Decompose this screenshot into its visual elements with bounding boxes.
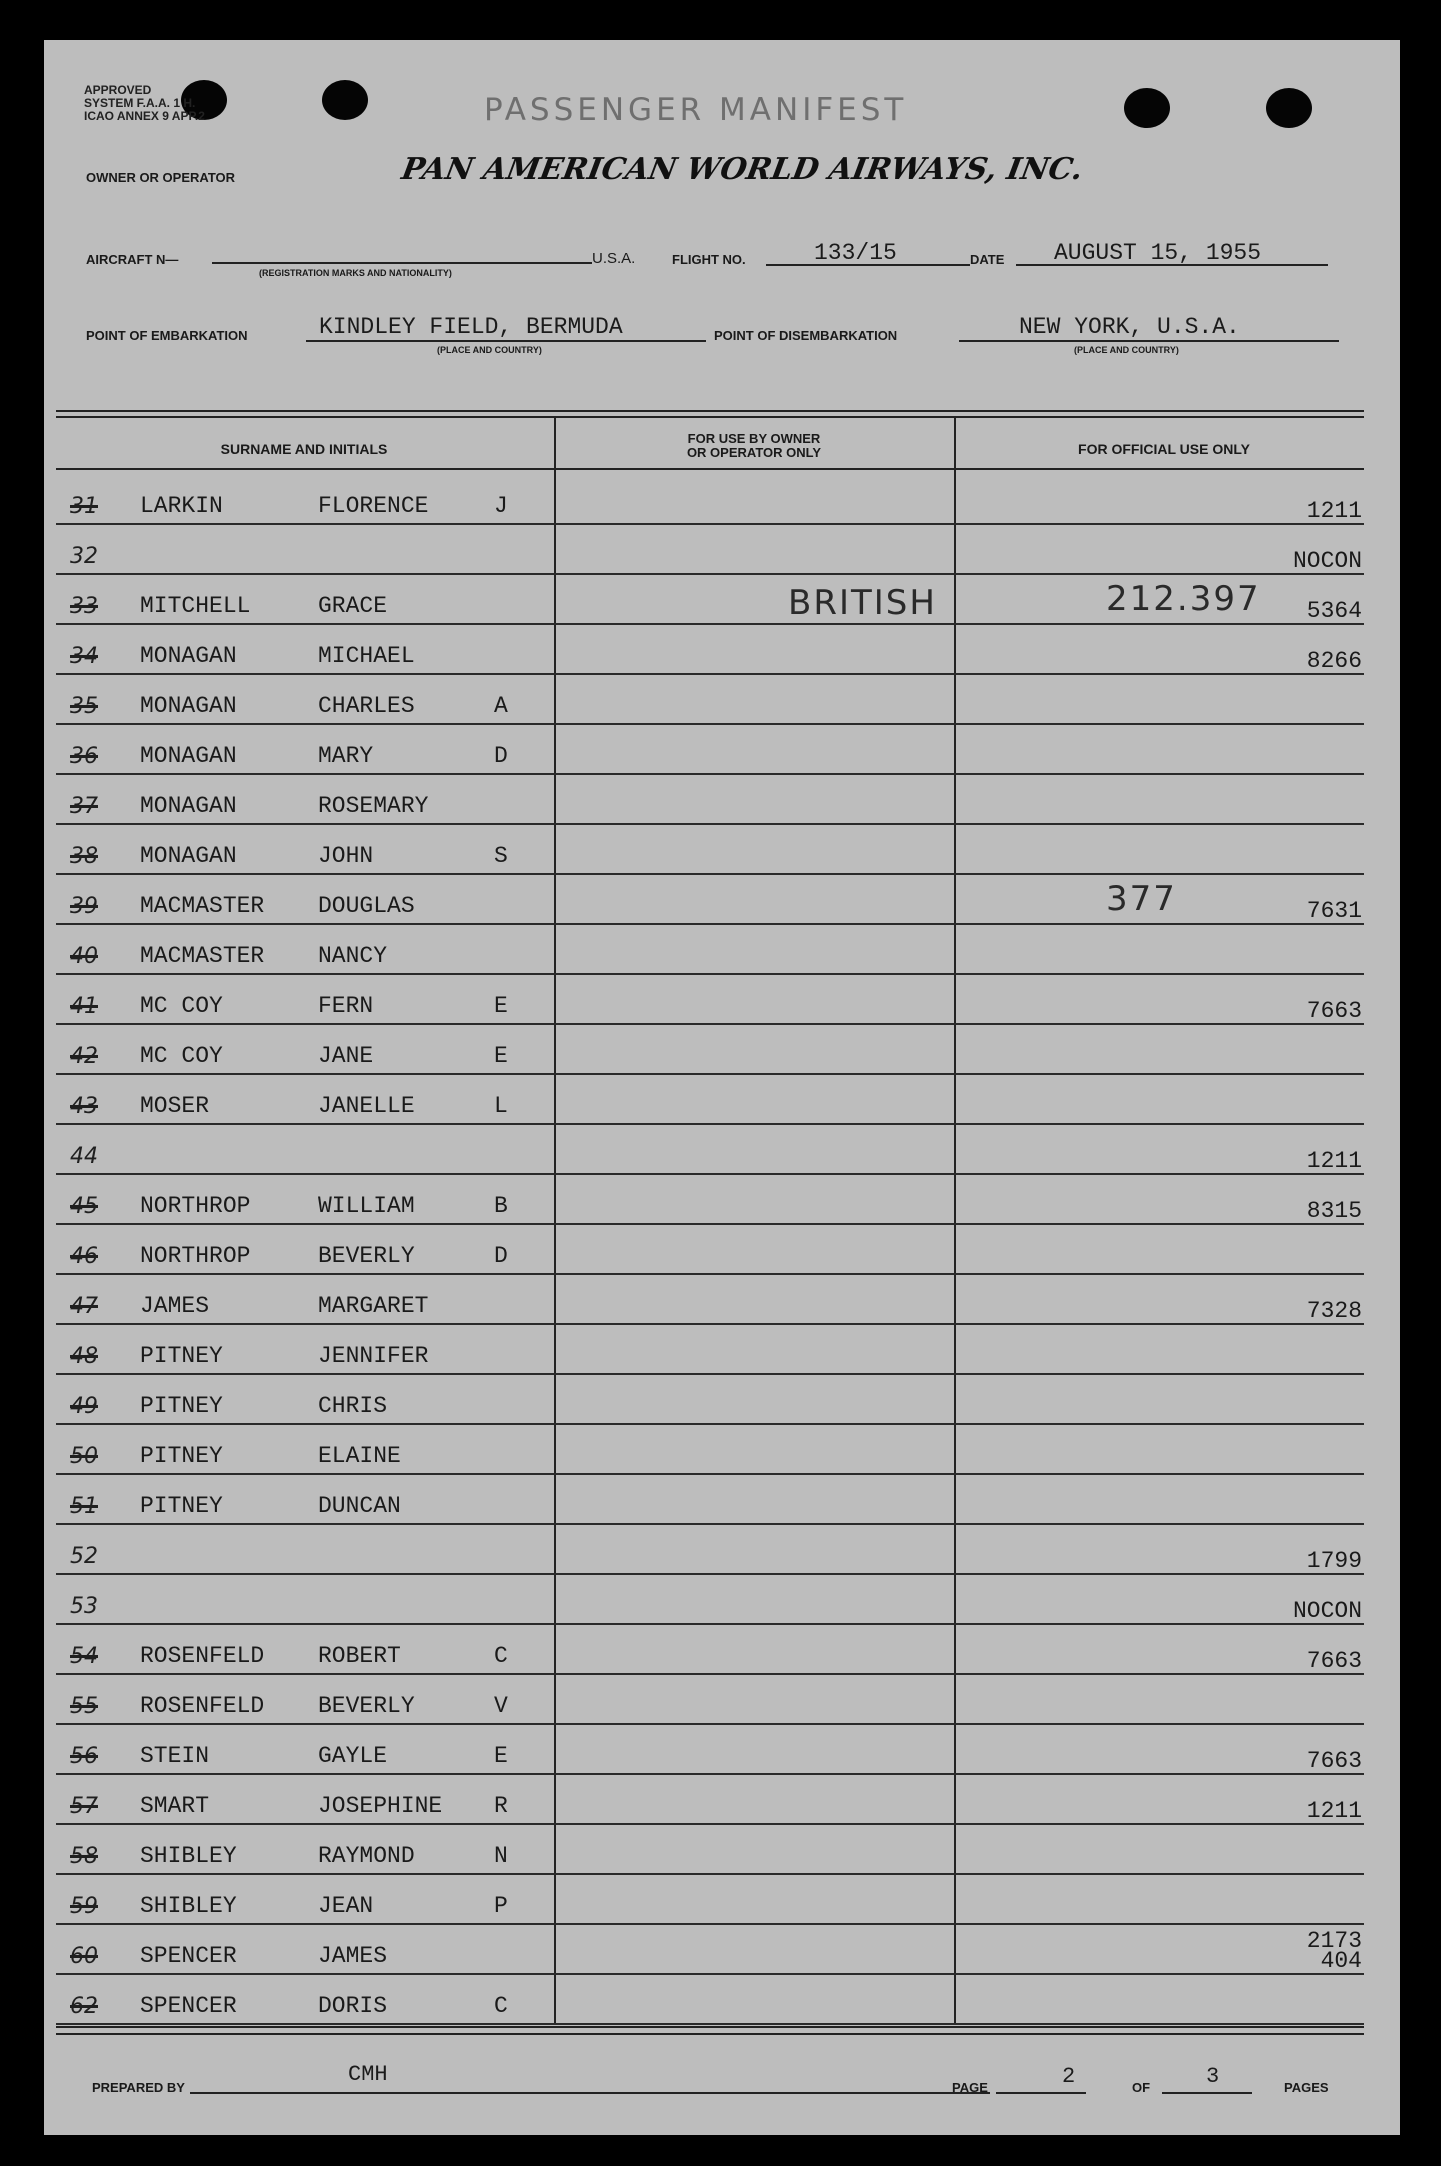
surname-cell: PITNEY [140,1493,223,1519]
table-row [56,1825,1364,1875]
row-number: 38 [70,844,98,869]
disembarkation-line [959,340,1339,342]
page-label: PAGE [952,2080,988,2095]
registration-note: (REGISTRATION MARKS AND NATIONALITY) [259,268,452,278]
given-name-cell: DORIS [318,1993,388,2019]
surname-cell: STEIN [140,1743,210,1769]
surname-cell: SPENCER [140,1993,237,2019]
surname-column-header: SURNAME AND INITIALS [220,441,388,457]
given-name-cell: JENNIFER [318,1343,429,1369]
initial-cell: E [494,993,508,1019]
punch-hole [322,80,368,120]
row-number: 54 [70,1644,98,1669]
table-row [56,1375,1364,1425]
table-row [56,625,1364,675]
row-number: 57 [70,1794,98,1819]
table-top-rule [56,416,1364,418]
table-row [56,1875,1364,1925]
owner-label: OWNER OR OPERATOR [86,170,236,185]
table-row [56,1425,1364,1475]
initial-cell: N [494,1843,508,1869]
given-name-cell: ROBERT [318,1643,401,1669]
row-number: 45 [70,1194,98,1219]
official-column-header: FOR OFFICIAL USE ONLY [1078,441,1250,457]
table-row [56,1975,1364,2025]
surname-cell: MOSER [140,1093,210,1119]
official-code-cell: 1211 [1306,1798,1362,1824]
given-name-cell: JANE [318,1043,374,1069]
given-name-cell: FLORENCE [318,493,429,519]
row-number: 51 [70,1494,98,1519]
given-name-cell: ROSEMARY [318,793,429,819]
prepared-by: CMH [348,2062,388,2087]
row-number: 44 [70,1144,98,1169]
surname-cell: MACMASTER [140,943,265,969]
usa-label: U.S.A. [592,250,636,267]
row-number: 39 [70,894,98,919]
of-label: OF [1132,2080,1151,2095]
embarkation-label: POINT OF EMBARKATION [86,328,248,343]
row-number: 37 [70,794,98,819]
surname-cell: ROSENFELD [140,1693,265,1719]
initial-cell: P [494,1893,508,1919]
row-number: 50 [70,1444,98,1469]
table-row [56,825,1364,875]
table-row [56,1325,1364,1375]
surname-cell: MACMASTER [140,893,265,919]
row-number: 35 [70,694,98,719]
given-name-cell: JEAN [318,1893,374,1919]
official-code-cell: 1211 [1306,498,1362,524]
place-note: (PLACE AND COUNTRY) [1074,345,1179,355]
given-name-cell: NANCY [318,943,388,969]
manifest-sheet [44,40,1400,2135]
table-top-rule [56,410,1364,412]
given-name-cell: ELAINE [318,1443,401,1469]
table-row [56,1225,1364,1275]
surname-cell: SHIBLEY [140,1843,237,1869]
page-number: 2 [1062,2064,1076,2089]
flight-label: FLIGHT NO. [672,252,746,267]
company-name: PAN AMERICAN WORLD AIRWAYS, INC. [398,152,1086,187]
given-name-cell: JAMES [318,1943,388,1969]
row-rule [56,2023,1364,2025]
given-name-cell: CHRIS [318,1393,388,1419]
official-note-cell: 377 [1106,879,1177,919]
header-bottom-rule [56,468,1364,470]
disembarkation-label: POINT OF DISEMBARKATION [714,328,898,343]
surname-cell: MONAGAN [140,643,237,669]
table-bottom-rule [56,2033,1364,2035]
official-code-cell: 1211 [1306,1148,1362,1174]
surname-cell: JAMES [140,1293,210,1319]
row-number: 53 [70,1594,98,1619]
row-number: 34 [70,644,98,669]
official-note-cell: 212.397 [1106,579,1261,619]
official-code-cell: 5364 [1306,598,1362,624]
row-number: 58 [70,1844,98,1869]
table-row [56,1575,1364,1625]
initial-cell: E [494,1043,508,1069]
owner-note-cell: BRITISH [788,583,937,623]
surname-cell: LARKIN [140,493,223,519]
table-row [56,725,1364,775]
given-name-cell: BEVERLY [318,1693,415,1719]
row-number: 49 [70,1394,98,1419]
row-number: 43 [70,1094,98,1119]
surname-cell: MONAGAN [140,693,237,719]
row-number: 40 [70,944,98,969]
initial-cell: R [494,1793,508,1819]
page-total: 3 [1206,2064,1220,2089]
surname-cell: MC COY [140,993,223,1019]
given-name-cell: GRACE [318,593,388,619]
given-name-cell: GAYLE [318,1743,388,1769]
table-bottom-rule [56,2026,1364,2028]
given-name-cell: JOSEPHINE [318,1793,443,1819]
official-code-cell: 1799 [1306,1548,1362,1574]
surname-cell: MONAGAN [140,843,237,869]
surname-cell: ROSENFELD [140,1643,265,1669]
row-number: 41 [70,994,98,1019]
embarkation-place: KINDLEY FIELD, BERMUDA [319,314,623,340]
given-name-cell: JOHN [318,843,374,869]
surname-cell: MONAGAN [140,743,237,769]
pages-label: PAGES [1284,2080,1329,2095]
official-code-cell: 7663 [1306,1748,1362,1774]
table-row [56,1625,1364,1675]
flight-date: AUGUST 15, 1955 [1054,240,1262,266]
initial-cell: D [494,1243,508,1269]
pages-line [1162,2092,1252,2094]
row-number: 56 [70,1744,98,1769]
disembarkation-place: NEW YORK, U.S.A. [1019,314,1240,340]
initial-cell: C [494,1993,508,2019]
surname-cell: NORTHROP [140,1243,251,1269]
table-row [56,525,1364,575]
official-code-cell: 7663 [1306,1648,1362,1674]
surname-cell: PITNEY [140,1343,223,1369]
aircraft-label: AIRCRAFT N— [86,252,179,267]
row-number: 36 [70,744,98,769]
table-row [56,575,1364,625]
embarkation-line [306,340,706,342]
given-name-cell: DOUGLAS [318,893,415,919]
row-number: 47 [70,1294,98,1319]
table-row [56,1525,1364,1575]
table-row [56,925,1364,975]
table-row [56,1725,1364,1775]
given-name-cell: FERN [318,993,374,1019]
surname-cell: PITNEY [140,1393,223,1419]
surname-cell: SPENCER [140,1943,237,1969]
given-name-cell: MICHAEL [318,643,415,669]
initial-cell: B [494,1193,508,1219]
table-row [56,775,1364,825]
given-name-cell: CHARLES [318,693,415,719]
official-code-cell: NOCON [1292,1598,1362,1624]
table-row [56,875,1364,925]
flight-number: 133/15 [814,240,897,266]
table-row [56,1775,1364,1825]
row-number: 46 [70,1244,98,1269]
given-name-cell: RAYMOND [318,1843,415,1869]
surname-cell: MC COY [140,1043,223,1069]
initial-cell: A [494,693,508,719]
surname-cell: MONAGAN [140,793,237,819]
given-name-cell: JANELLE [318,1093,415,1119]
row-number: 32 [70,544,98,569]
official-code-cell: 7631 [1306,898,1362,924]
row-number: 48 [70,1344,98,1369]
prepared-line [190,2092,990,2094]
initial-cell: D [494,743,508,769]
given-name-cell: BEVERLY [318,1243,415,1269]
row-number: 62 [70,1994,98,2019]
form-title: PASSENGER MANIFEST [484,92,908,128]
initial-cell: V [494,1693,508,1719]
page-line [996,2092,1086,2094]
table-row [56,1475,1364,1525]
surname-cell: PITNEY [140,1443,223,1469]
official-code-cell: NOCON [1292,548,1362,574]
table-row [56,1675,1364,1725]
table-row [56,1925,1364,1975]
table-row [56,475,1364,525]
owner-column-header: FOR USE BY OWNER OR OPERATOR ONLY [686,431,822,460]
row-number: 55 [70,1694,98,1719]
row-number: 31 [70,494,98,519]
table-row [56,1175,1364,1225]
row-number: 42 [70,1044,98,1069]
prepared-label: PREPARED BY [92,2080,185,2095]
initial-cell: S [494,843,508,869]
row-number: 60 [70,1944,98,1969]
date-label: DATE [970,252,1005,267]
initial-cell: E [494,1743,508,1769]
surname-cell: SHIBLEY [140,1893,237,1919]
initial-cell: L [494,1093,508,1119]
row-number: 33 [70,594,98,619]
surname-cell: NORTHROP [140,1193,251,1219]
row-number: 59 [70,1894,98,1919]
given-name-cell: DUNCAN [318,1493,401,1519]
surname-cell: MITCHELL [140,593,251,619]
approval-stamp: APPROVED SYSTEM F.A.A. 1 H. ICAO ANNEX 9 APP.2 [84,83,205,123]
official-code-cell: 2173 404 [1306,1928,1362,1974]
given-name-cell: MARGARET [318,1293,429,1319]
table-row [56,1025,1364,1075]
surname-cell: SMART [140,1793,210,1819]
official-code-cell: 7328 [1306,1298,1362,1324]
initial-cell: C [494,1643,508,1669]
table-row [56,975,1364,1025]
given-name-cell: WILLIAM [318,1193,415,1219]
initial-cell: J [494,493,508,519]
table-row [56,1075,1364,1125]
punch-hole [1124,88,1170,128]
punch-hole [1266,88,1312,128]
given-name-cell: MARY [318,743,374,769]
official-code-cell: 8266 [1306,648,1362,674]
official-code-cell: 8315 [1306,1198,1362,1224]
table-row [56,1275,1364,1325]
table-row [56,675,1364,725]
place-note: (PLACE AND COUNTRY) [437,345,542,355]
official-code-cell: 7663 [1306,998,1362,1024]
row-number: 52 [70,1544,98,1569]
aircraft-line [212,262,592,264]
table-row [56,1125,1364,1175]
